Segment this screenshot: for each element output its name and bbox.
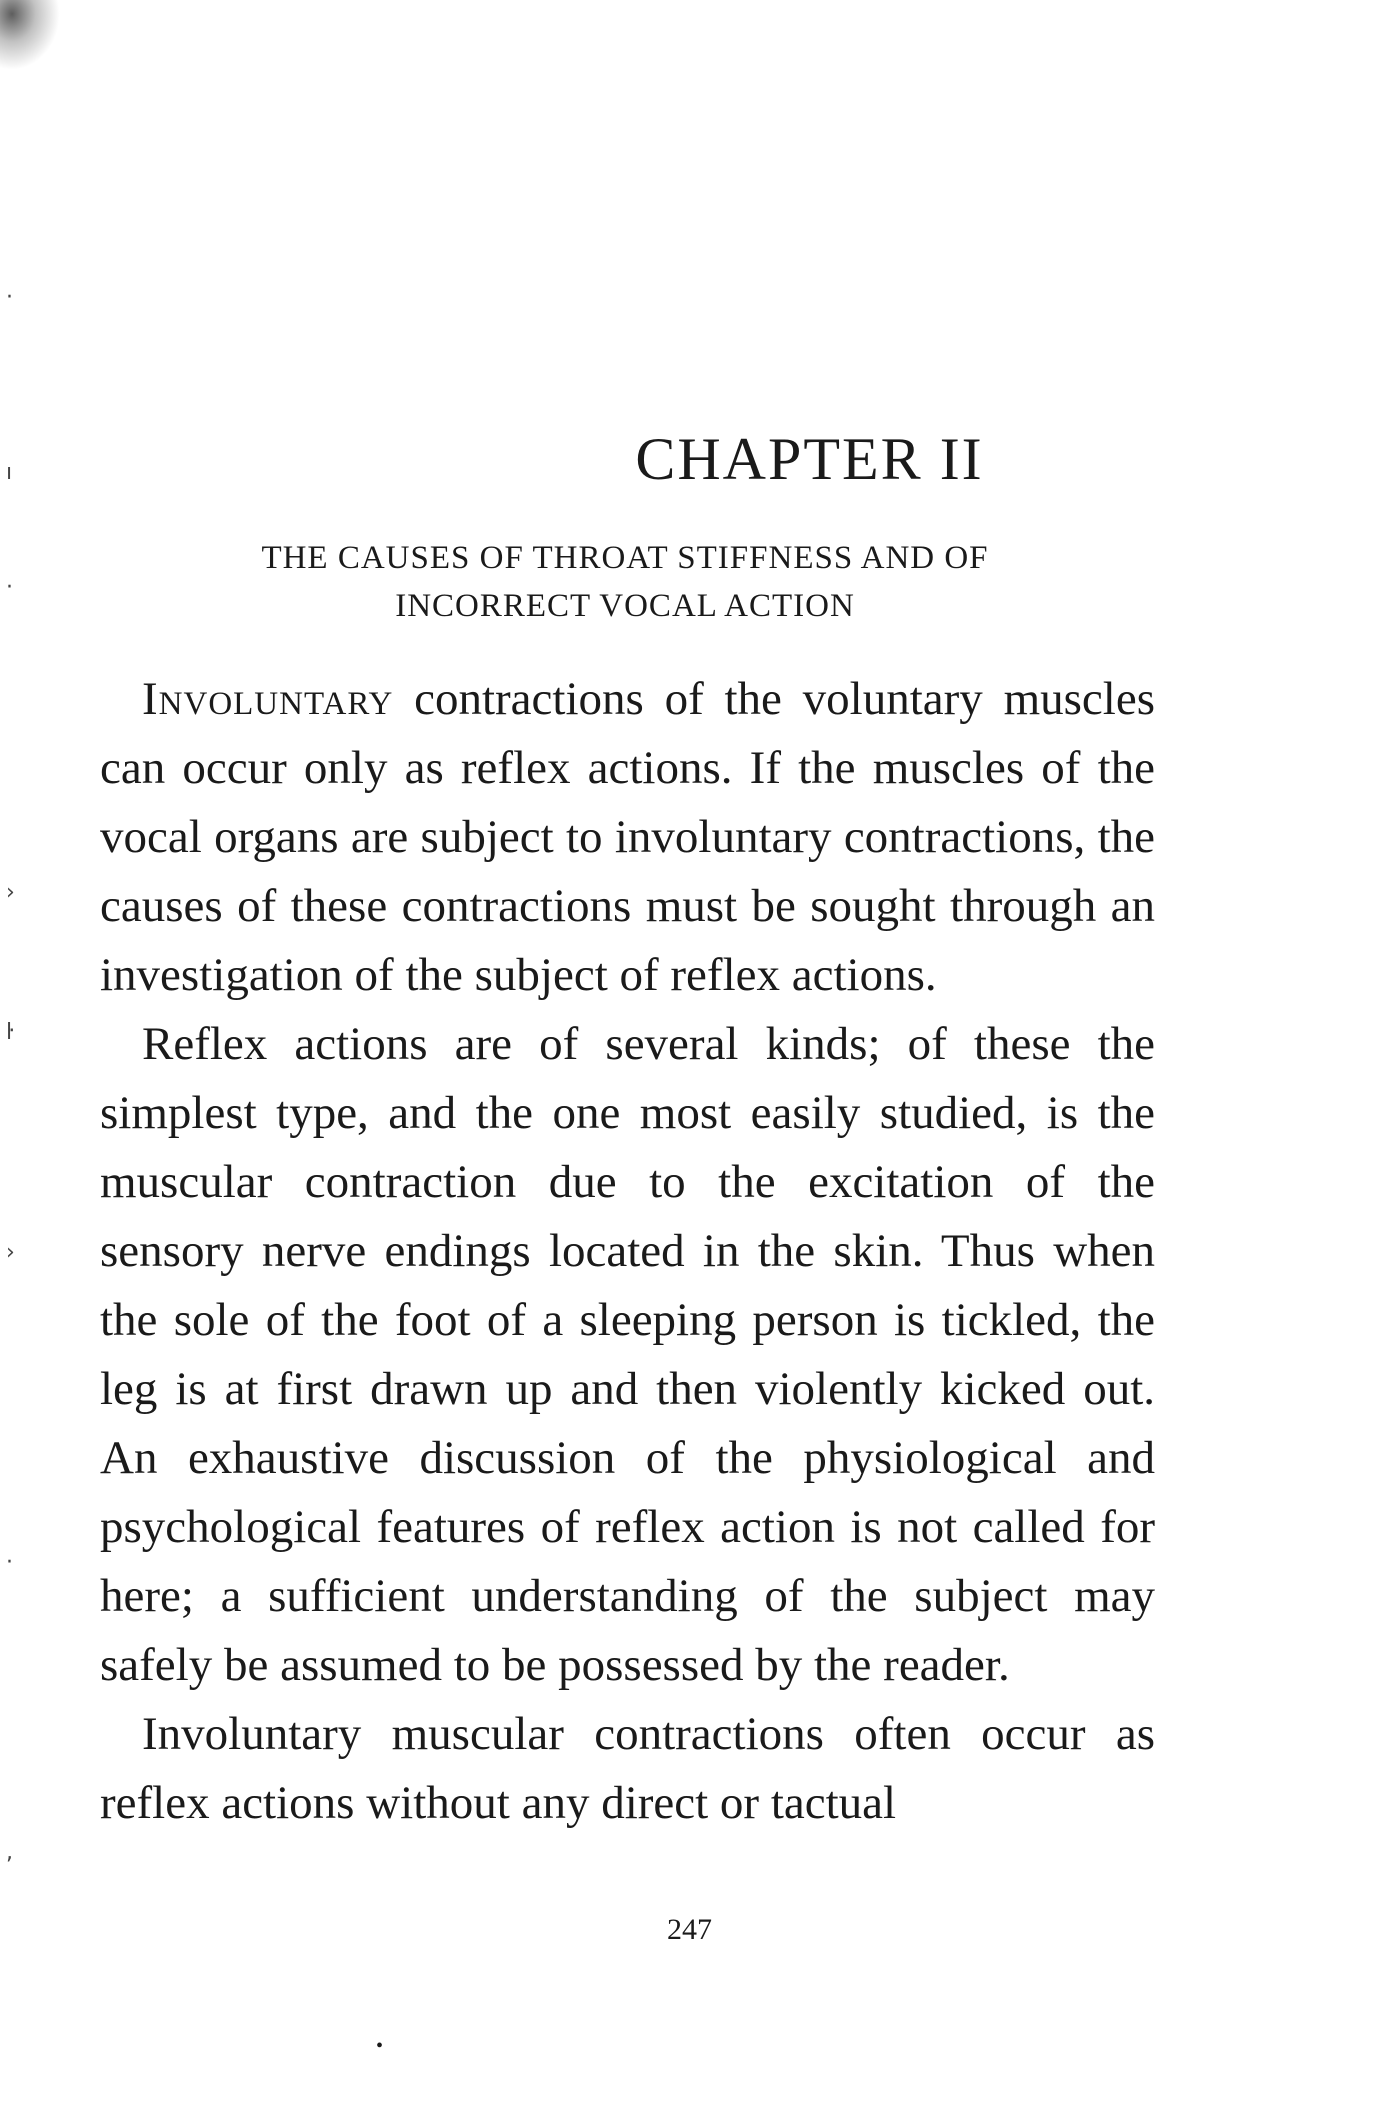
paragraph-1-text: contractions of the voluntary muscles can occur only as reflex actions. If the muscles of the vocal organs are subject to involuntary contractions, the causes of these contractions must be sought through an investigation of the subject of reflex actions.	[100, 673, 1155, 1001]
bottom-speck: •	[376, 2035, 384, 2057]
margin-speck: ·	[6, 575, 13, 600]
chapter-subtitle-line-2: INCORRECT VOCAL ACTION	[395, 588, 855, 624]
paragraph-1-lead-word: Involuntary	[142, 673, 394, 725]
margin-speck: ›	[6, 1240, 15, 1265]
page-number: 247	[667, 1913, 712, 1946]
scan-corner-smudge	[0, 0, 60, 70]
margin-speck: ı	[6, 460, 13, 485]
margin-speck: ,	[6, 1840, 13, 1865]
paragraph-3: Involuntary muscular contractions often occur as reflex actions without any direct or tactual	[100, 1708, 1155, 1829]
body-text	[100, 665, 1155, 1838]
margin-speck: ›	[6, 880, 15, 905]
margin-speck: ŀ	[6, 1020, 14, 1045]
paragraph-2: Reflex actions are of several kinds; of these the simplest type, and the one most easily studied, is the muscular contraction due to the excitation of the sensory nerve endings located in the skin. Thus when the sole of the foot of a sleeping person is tickled, the leg is at first drawn up and then violently kicked out. An exhaustive discussion of the physiological and psychological features of reflex action is not called for here; a sufficient understanding of the subject may safely be assumed to be possessed by the reader.	[100, 1018, 1155, 1691]
chapter-subtitle-line-1: THE CAUSES OF THROAT STIFFNESS AND OF	[261, 540, 989, 576]
chapter-title: CHAPTER II	[635, 426, 984, 492]
paragraph-1	[100, 665, 1155, 1010]
margin-speck: ·	[6, 1550, 13, 1575]
margin-speck: ·	[6, 285, 13, 310]
chapter-subtitle	[100, 534, 1150, 630]
